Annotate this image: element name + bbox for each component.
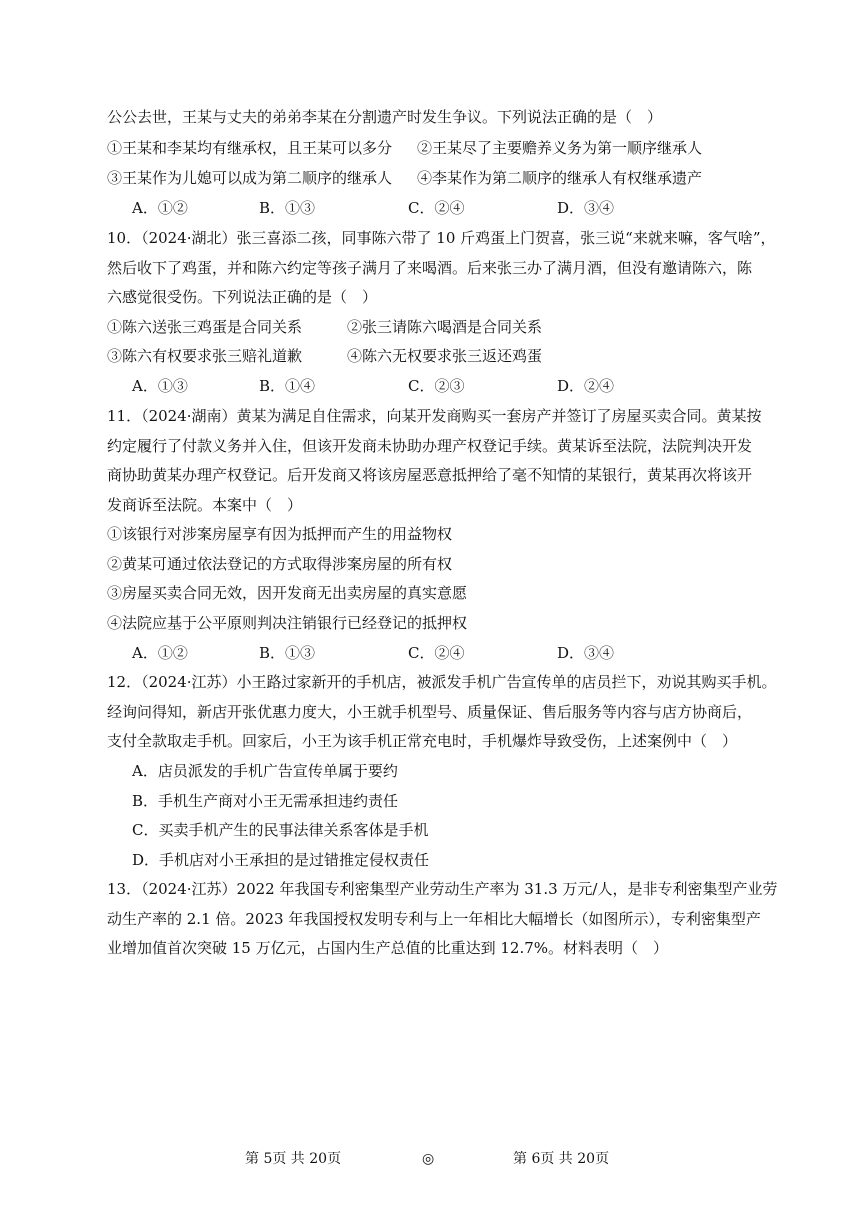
q11-option-c[interactable]: C．②④: [408, 644, 465, 662]
q9-statement-1: ①王某和李某均有继承权，且王某可以多分: [107, 139, 393, 157]
footer-page-left: 第 5页 共 20页: [245, 1151, 342, 1167]
q10-stem-line-1: 10．（2024·湖北）张三喜添二孩，同事陈六带了 10 斤鸡蛋上门贺喜，张三说“来就来嘛，客气啥”，: [107, 229, 776, 247]
q11-stem-line-4: 发商诉至法院。本案中（ ）: [107, 496, 303, 514]
q12-option-a[interactable]: A．店员派发的手机广告宣传单属于要约: [132, 762, 398, 780]
q9-statement-3: ③王某作为儿媳可以成为第二顺序的继承人: [107, 169, 393, 187]
q12-stem-line-3: 支付全款取走手机。回家后，小王为该手机正常充电时，手机爆炸导致受伤，上述案例中（ ）: [107, 732, 738, 750]
q11-option-d[interactable]: D．③④: [557, 644, 615, 662]
q11-stem-line-2: 约定履行了付款义务并入住，但该开发商未协助办理产权登记手续。黄某诉至法院，法院判决开发: [107, 437, 753, 455]
q11-options: [132, 642, 614, 664]
q11-stem-line-1: 11．（2024·湖南）黄某为满足自住需求，向某开发商购买一套房产并签订了房屋买卖合同。黄某按: [107, 407, 762, 425]
q10-option-c[interactable]: C．②③: [408, 377, 465, 395]
q9-option-a[interactable]: A．①②: [132, 199, 188, 217]
q10-statement-2: ②张三请陈六喝酒是合同关系: [347, 318, 543, 336]
q12-option-c[interactable]: C．买卖手机产生的民事法律关系客体是手机: [132, 821, 429, 839]
q9-statements-row-2: [107, 167, 703, 189]
q9-option-d[interactable]: D．③④: [557, 199, 615, 217]
q9-option-c[interactable]: C．②④: [408, 199, 465, 217]
q12-stem-line-2: 经询问得知，新店开张优惠力度大，小王就手机型号、质量保证、售后服务等内容与店方协商后，: [107, 703, 753, 721]
q9-statement-2: ②王某尽了主要赡养义务为第一顺序继承人: [417, 139, 703, 157]
q9-statement-4: ④李某作为第二顺序的继承人有权继承遗产: [417, 169, 703, 187]
q11-option-a[interactable]: A．①②: [132, 644, 188, 662]
q9-statements-row-1: [107, 137, 703, 159]
q9-options: [132, 197, 614, 219]
footer-separator-icon: ◎: [422, 1151, 435, 1167]
q11-stem-line-3: 商协助黄某办理产权登记。后开发商又将该房屋恶意抵押给了毫不知情的某银行，黄某再次将该开: [107, 466, 753, 484]
q10-stem-line-2: 然后收下了鸡蛋，并和陈六约定等孩子满月了来喝酒。后来张三办了满月酒，但没有邀请陈六，陈: [107, 259, 753, 277]
q11-statement-1: ①该银行对涉案房屋享有因为抵押而产生的用益物权: [107, 525, 453, 543]
q10-statements-row-1: [107, 316, 543, 338]
q10-options: [132, 375, 614, 397]
footer-page-right: 第 6页 共 20页: [513, 1151, 610, 1167]
q10-statement-1: ①陈六送张三鸡蛋是合同关系: [107, 318, 303, 336]
q13-stem-line-1: 13．（2024·江苏）2022 年我国专利密集型产业劳动生产率为 31.3 万元/人，是非专利密集型产业劳: [107, 880, 778, 898]
q10-statement-4: ④陈六无权要求张三返还鸡蛋: [347, 347, 543, 365]
q11-statement-2: ②黄某可通过依法登记的方式取得涉案房屋的所有权: [107, 555, 453, 573]
q9-stem-line-1: 公公去世，王某与丈夫的弟弟李某在分割遗产时发生争议。下列说法正确的是（ ）: [107, 108, 663, 126]
q9-option-b[interactable]: B．①③: [259, 199, 316, 217]
q11-statement-3: ③房屋买卖合同无效，因开发商无出卖房屋的真实意愿: [107, 584, 468, 602]
q10-option-d[interactable]: D．②④: [557, 377, 615, 395]
q13-stem-line-2: 动生产率的 2.1 倍。2023 年我国授权发明专利与上一年相比大幅增长（如图所示），专利密集型产: [107, 910, 761, 928]
q11-option-b[interactable]: B．①③: [259, 644, 316, 662]
q12-option-d[interactable]: D．手机店对小王承担的是过错推定侵权责任: [132, 851, 430, 869]
q11-statement-4: ④法院应基于公平原则判决注销银行已经登记的抵押权: [107, 614, 468, 632]
q12-stem-line-1: 12．（2024·江苏）小王路过家新开的手机店，被派发手机广告宣传单的店员拦下，劝说其购买手机。: [107, 673, 777, 691]
q10-statement-3: ③陈六有权要求张三赔礼道歉: [107, 347, 303, 365]
q12-option-b[interactable]: B．手机生产商对小王无需承担违约责任: [132, 792, 399, 810]
q10-statements-row-2: [107, 345, 543, 367]
q10-option-b[interactable]: B．①④: [259, 377, 316, 395]
q13-stem-line-3: 业增加值首次突破 15 万亿元，占国内生产总值的比重达到 12.7%。材料表明（ ）: [107, 939, 669, 957]
q10-option-a[interactable]: A．①③: [132, 377, 188, 395]
q10-stem-line-3: 六感觉很受伤。下列说法正确的是（ ）: [107, 288, 378, 306]
